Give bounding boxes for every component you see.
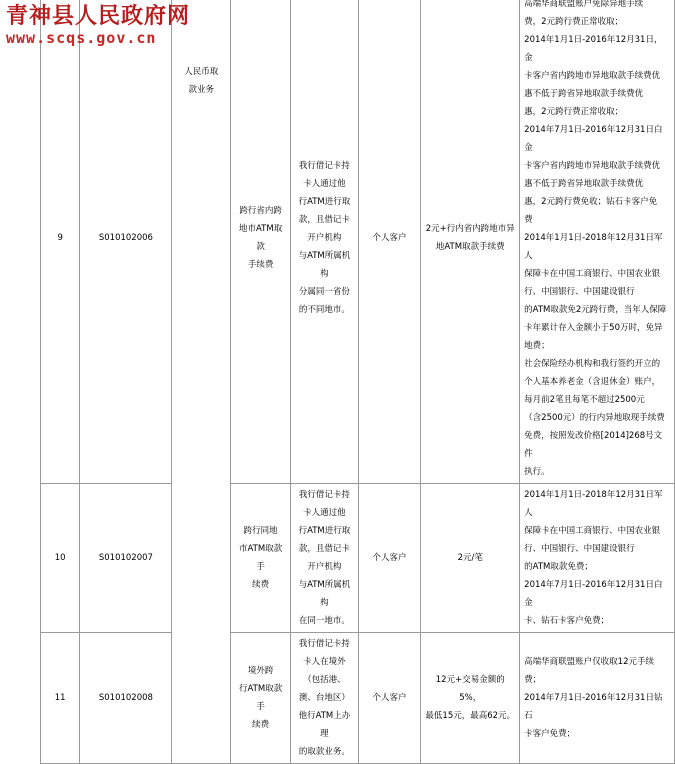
- desc-line: 行ATM进行取: [298, 526, 351, 536]
- item-line: 境外跨: [247, 666, 274, 676]
- note-line: 保障卡在中国工商银行、中国农业银: [524, 269, 661, 279]
- desc-line: 与ATM所属机构: [298, 251, 351, 279]
- item-line: 手续费: [247, 260, 274, 270]
- preferential-notes: [520, 0, 675, 484]
- service-code: S010102007: [80, 484, 172, 633]
- item-line: 跨行同地: [243, 526, 278, 536]
- note-line: 惠不低于跨省异地取款手续费优: [524, 89, 644, 99]
- desc-line: 分属同一省份: [298, 287, 350, 297]
- note-line: 费；: [524, 675, 542, 685]
- note-line: 执行。: [524, 467, 550, 477]
- note-line: 卡客户省内跨地市异地取款手续费优: [524, 161, 661, 171]
- desc-line: 卡人通过他: [303, 179, 346, 189]
- desc-line: 开户机构: [307, 233, 342, 243]
- price-line: 最低15元，最高62元。: [425, 711, 516, 721]
- price-line: 2元+行内省内跨地市异: [425, 224, 515, 234]
- service-description: [291, 484, 359, 633]
- desc-line: 款，且借记卡: [298, 215, 350, 225]
- note-line: 卡年累计存入金额小于50万时，免异: [524, 323, 663, 333]
- desc-line: 卡人在境外: [303, 657, 346, 667]
- desc-line: 他行ATM上办理: [298, 711, 351, 739]
- table-row: [41, 633, 675, 764]
- desc-line: （包括港、: [303, 675, 346, 685]
- watermark-title: 青神县人民政府网: [6, 4, 191, 29]
- note-line: 惠不低于跨省异地取款手续费优: [524, 179, 644, 189]
- desc-line: 我行借记卡持: [298, 639, 350, 649]
- desc-line: 我行借记卡持: [298, 490, 350, 500]
- category-line: 人民币取: [184, 67, 219, 77]
- note-line: 的ATM取款免费；: [524, 562, 593, 572]
- service-object: 个人客户: [358, 0, 421, 484]
- item-line: 续费: [252, 720, 270, 730]
- desc-line: 与ATM所属机构: [298, 580, 351, 608]
- desc-line: 在同一地市。: [298, 616, 350, 626]
- desc-line: 的不同地市。: [298, 305, 350, 315]
- desc-line: 款，且借记卡: [298, 544, 350, 554]
- price-standard: [421, 633, 520, 764]
- note-line: 地费；: [524, 341, 550, 351]
- service-object: 个人客户: [358, 633, 421, 764]
- service-description: [291, 0, 359, 484]
- price-standard: [421, 0, 520, 484]
- note-line: 2014年1月1日-2018年12月31日军人: [524, 490, 663, 518]
- item-line: 市ATM取款手: [239, 544, 283, 572]
- desc-line: 澳、台地区）: [298, 693, 350, 703]
- item-line: 续费: [252, 580, 270, 590]
- note-line: 行、中国银行、中国建设银行: [524, 287, 635, 297]
- note-line: 个人基本养老金（含退休金）账户，: [524, 377, 661, 387]
- row-number: 11: [41, 633, 80, 764]
- note-line: 2014年1月1日-2018年12月31日军人: [524, 233, 663, 261]
- note-line: （含2500元）的行内异地取现手续费: [524, 413, 665, 423]
- category-cell: [172, 0, 231, 764]
- note-line: 惠，2元跨行费正常收取；: [524, 107, 624, 117]
- price-line: 12元+交易金额的5%，: [435, 675, 505, 703]
- item-name: [231, 484, 291, 633]
- note-line: 2014年7月1日-2016年12月31日白金: [524, 125, 663, 153]
- desc-line: 卡人通过他: [303, 508, 346, 518]
- note-line: 高端华商联盟账户仅收取12元手续: [524, 657, 654, 667]
- item-line: 行ATM取款手: [239, 684, 283, 712]
- desc-line: 我行借记卡持: [298, 161, 350, 171]
- item-name: [231, 0, 291, 484]
- note-line: 社会保险经办机构和我行签约开立的: [524, 359, 661, 369]
- price-line: 地ATM取款手续费: [435, 242, 505, 252]
- site-watermark: [6, 6, 190, 46]
- item-line: 地市ATM取款: [239, 224, 283, 252]
- note-line: 惠，2元跨行费免收；钻石卡客户免: [524, 197, 658, 207]
- note-line: 2014年7月1日-2016年12月31日白金: [524, 580, 663, 608]
- note-line: 免费，按照发改价格[2014]268号文件: [524, 431, 663, 459]
- note-line: 卡、钻石卡客户免费；: [524, 616, 610, 626]
- note-line: 保障卡在中国工商银行、中国农业银: [524, 526, 661, 536]
- table-row: [41, 484, 675, 633]
- note-line: 卡客户省内跨地市异地取款手续费优: [524, 71, 661, 81]
- note-line: 高端华商联盟账户免除异地手续: [524, 0, 644, 9]
- service-code: S010102008: [80, 633, 172, 764]
- note-line: 2014年1月1日-2016年12月31日，金: [524, 35, 663, 63]
- desc-line: 的取款业务。: [298, 747, 350, 757]
- note-line: 每月前2笔且每笔不超过2500元: [524, 395, 645, 405]
- service-code: S010102006: [80, 0, 172, 484]
- fee-table: [40, 0, 675, 764]
- desc-line: 开户机构: [307, 562, 342, 572]
- preferential-notes: [520, 633, 675, 764]
- watermark-url: www.scqs.gov.cn: [6, 29, 157, 47]
- item-line: 跨行省内跨: [239, 206, 282, 216]
- note-line: 的ATM取款免2元跨行费，当年人保障: [524, 305, 667, 315]
- note-line: 费: [524, 215, 533, 225]
- desc-line: 行ATM进行取: [298, 197, 351, 207]
- service-description: [291, 633, 359, 764]
- item-name: [231, 633, 291, 764]
- table-row: [41, 0, 675, 484]
- category-line: 款业务: [188, 85, 215, 95]
- note-line: 行、中国银行、中国建设银行: [524, 544, 635, 554]
- row-number: 9: [41, 0, 80, 484]
- price-standard: [421, 484, 520, 633]
- service-object: 个人客户: [358, 484, 421, 633]
- note-line: 卡客户免费；: [524, 729, 576, 739]
- row-number: 10: [41, 484, 80, 633]
- note-line: 费，2元跨行费正常收取；: [524, 17, 624, 27]
- preferential-notes: [520, 484, 675, 633]
- note-line: 2014年7月1日-2016年12月31日钻石: [524, 693, 663, 721]
- price-line: 2元/笔: [457, 553, 483, 563]
